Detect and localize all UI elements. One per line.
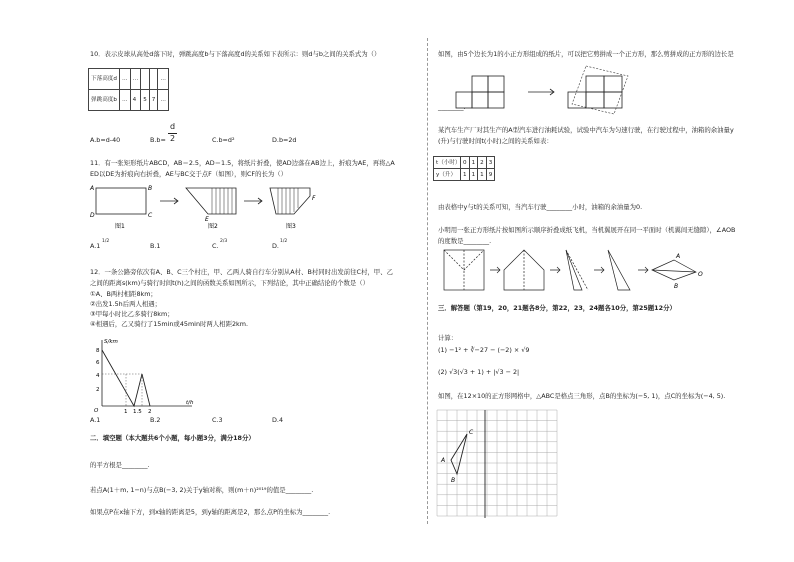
fuel-cell: 2 (478, 157, 487, 169)
right-q3-text-line2: 的度数是________. (438, 237, 492, 245)
q11-option-a-frac: 1/2 (102, 239, 110, 244)
q10-cell: … (120, 69, 131, 90)
q12-statement-3: ③甲每小时比乙多骑行8km； (90, 310, 174, 318)
label-b: B (148, 185, 153, 192)
right-q2-question: 由表格中y与t的关系可知，当汽车行驶________小时，油箱的余油量为0. (438, 203, 643, 211)
right-q1-blank: ________. (438, 103, 466, 111)
fig1-caption: 图1 (115, 223, 125, 230)
fill-blank-2: 若点A(1＋m, 1−n)与点B(−3, 2)关于y轴对称，则(m＋n)²⁰¹⁹的值是________. (90, 486, 314, 494)
q10-cell: 7 (149, 90, 158, 111)
q12-text-line1: 12．一条公路旁依次有A、B、C三个村庄，甲、乙两人骑自行车分别从A村、B村同时出发前往C村，甲、乙 (90, 268, 393, 276)
fold-step-4 (608, 250, 630, 290)
section3-title: 三．解答题（第19，20，21题各8分，第22，23，24题各10分，第25题12分） (438, 304, 676, 312)
fig2-shape (186, 188, 236, 214)
label-f: F (312, 195, 316, 202)
q10-table-row2-label: 弹跳高度b (89, 90, 120, 111)
fuel-cell: 3 (486, 157, 495, 169)
q10-cell: … (158, 90, 169, 111)
grid-label-a: A (441, 457, 446, 464)
grid-figure (437, 410, 559, 518)
ytick-8: 8 (96, 348, 100, 354)
arrow-step-4 (638, 267, 648, 273)
right-q2-text-line1: 某汽车生产厂对其生产的A型汽车进行油耗试验，试验中汽车为匀速行驶，在行驶过程中，油箱的余油量y (438, 126, 734, 134)
q12-graph (88, 336, 208, 415)
q12-text-line2: 之间的距离s(km)与骑行时间t(h)之间的函数关系如图所示，下列结论，其中正确结论的个数是（） (90, 279, 370, 287)
q12-statement-4: ④相遇后，乙又骑行了15min或45min时两人相距2km. (90, 320, 248, 328)
fill-blank-3: 如果点P在x轴下方，到x轴的距离是5，到y轴的距离是2，那么点P的坐标为________. (90, 508, 331, 516)
q10-option-b-denominator: 2 (170, 134, 176, 143)
fill-blank-1: 的平方根是________. (90, 461, 150, 469)
q11-option-c-frac: 2/3 (220, 239, 228, 244)
label-d: D (90, 212, 95, 219)
grid-lines (437, 410, 557, 516)
label-e: E (205, 216, 209, 223)
q11-option-c: C. (212, 242, 219, 250)
q11-option-d-frac: 1/2 (280, 239, 288, 244)
q10-table (88, 68, 169, 111)
calc-1: (1) −1² + ∛−27 − (−2) × √9 (438, 346, 530, 354)
fuel-table (433, 156, 495, 181)
arrow-step-3 (594, 267, 604, 273)
calc-heading: 计算： (438, 334, 458, 342)
label-a: A (90, 185, 95, 192)
fuel-cell: 1 (469, 169, 478, 181)
q10-option-c: C.b=d² (212, 136, 235, 144)
q10-option-d: D.b=2d (272, 136, 297, 144)
q12-option-b: B.2 (150, 416, 161, 424)
calc-2: (2) √3(√3 + 1) + |√3 − 2| (438, 368, 520, 376)
ytick-6: 6 (96, 360, 100, 366)
q10-cell: … (120, 90, 131, 111)
q10-option-b-numerator: d (170, 122, 176, 131)
q10-cell: … (158, 69, 169, 90)
column-divider (427, 38, 428, 524)
guide-lines (102, 374, 142, 406)
q11-option-b: B.1 (150, 242, 161, 250)
label-plane-b: B (674, 283, 679, 290)
q10-cell (149, 69, 158, 90)
fig3-hatching (278, 188, 298, 214)
xtick-2: 2 (148, 409, 152, 415)
label-c: C (148, 212, 153, 219)
label-plane-o: O (698, 271, 703, 278)
q11-figures (88, 182, 328, 232)
q10-text: 10．表示皮球从高处d落下时，弹跳高度b与下落高度d的关系如下表所示：则d与b之间的关系式为（） (90, 50, 381, 58)
paper-plane-steps (442, 246, 712, 298)
y-axis-label: S/km (104, 339, 118, 345)
right-q3-text-line1: 小明用一张正方形纸片按如图所示顺序折叠成纸飞机，当机翼展开在同一平面时（机翼间无缝隙），∠AOB (438, 226, 736, 234)
q11-text-line1: 11．有一张矩形纸片ABCD，AB＝2.5，AD＝1.5，将纸片折叠，使AD边落在AB边上，折痕为AE，再将△A (90, 159, 395, 167)
fuel-table-t-label: t（小时） (434, 157, 461, 169)
right-arrow (528, 89, 554, 95)
fig3-caption: 图3 (286, 223, 296, 230)
arrow-step-1 (490, 267, 500, 273)
x-axis-label: t/h (186, 400, 194, 406)
q12-statement-2: ②出发1.5h后两人相遇； (90, 300, 162, 308)
q10-cell (141, 69, 150, 90)
fold-step-2 (504, 250, 544, 290)
arrow-1 (160, 198, 178, 204)
ytick-2: 2 (96, 387, 100, 393)
q10-option-a: A.b=d-40 (90, 136, 121, 144)
xtick-1.5: 1.5 (133, 409, 142, 415)
q11-option-d: D. (272, 242, 279, 250)
fuel-cell: 1 (461, 169, 470, 181)
fig2-caption: 图2 (208, 223, 218, 230)
arrow-2 (244, 198, 262, 204)
q10-option-b: B.b= (150, 136, 166, 144)
square-cut-figure (436, 72, 656, 120)
fuel-cell: 9 (486, 169, 495, 181)
fig2-hatching (212, 188, 232, 214)
q10-cell: 5 (141, 90, 150, 111)
triangle-abc (451, 434, 467, 474)
rearranged-squares (568, 76, 622, 108)
ytick-4: 4 (96, 373, 100, 379)
fig1-rectangle (96, 188, 146, 214)
grid-label-c: C (469, 429, 474, 436)
q12-statement-1: ①A、B两村相距8km； (90, 290, 157, 298)
q11-text-line2: ED以DE为折痕向右折叠，AE与BC交于点F（如图），则CF的长为（） (90, 170, 288, 178)
q10-table-row1-label: 下落高度d (89, 69, 120, 90)
fuel-cell: 1 (478, 169, 487, 181)
q10-cell: 4 (130, 90, 141, 111)
xtick-1: 1 (124, 409, 128, 415)
q12-option-c: C.3 (212, 416, 223, 424)
arrow-step-2 (550, 267, 560, 273)
right-q1-text: 如图，由5个边长为1的小正方形组成的纸片，可以把它剪拼成一个正方形，那么剪拼成的正方形的边长是 (438, 50, 734, 58)
dashed-square (572, 66, 628, 114)
origin-label: O (94, 408, 99, 414)
grid-label-b: B (451, 477, 456, 484)
q12-option-d: D.4 (272, 416, 284, 424)
fuel-cell: 0 (461, 157, 470, 169)
q11-option-a: A.1 (90, 242, 101, 250)
fold-step-3 (566, 250, 582, 290)
q10-cell: … (130, 69, 141, 90)
label-plane-a: A (676, 253, 681, 260)
right-q2-text-line2: (升)与行驶时间t(小时)之间的关系如表： (438, 137, 553, 145)
fuel-table-y-label: y（升） (434, 169, 461, 181)
fuel-cell: 1 (469, 157, 478, 169)
q12-option-a: A.1 (90, 416, 101, 424)
section2-title: 二．填空题（本大题共6个小题，每小题3分，满分18分） (90, 434, 255, 442)
right-q4-text: 如图，在12×10的正方形网格中，△ABC是格点三角形，点B的坐标为(−5, 1)，点C的坐标为(−4, 5). (438, 392, 726, 400)
